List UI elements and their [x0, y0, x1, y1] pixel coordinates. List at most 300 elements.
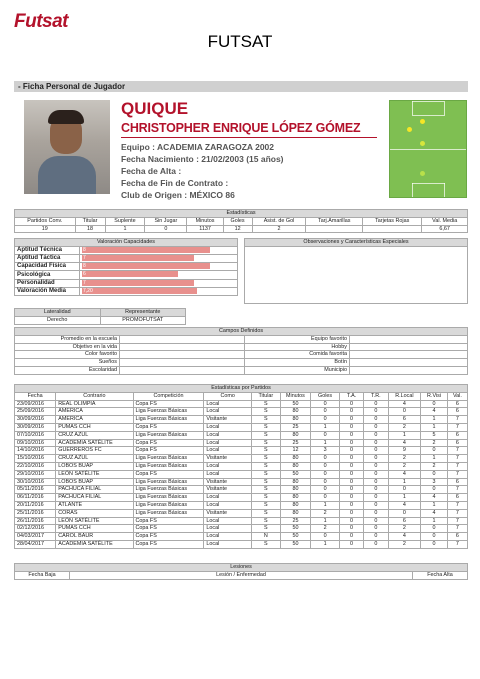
- campos-row: [15, 351, 468, 359]
- partido-cell: PUMAS CCH: [56, 525, 133, 533]
- stats-value-cell: 1: [105, 225, 145, 233]
- partido-cell: 7: [447, 540, 467, 548]
- partido-cell: 6: [447, 400, 467, 408]
- partido-cell: 80: [280, 478, 311, 486]
- partido-cell: Liga Fuerzas Básicas: [133, 462, 204, 470]
- partido-cell: 1: [421, 501, 447, 509]
- partido-cell: 6: [388, 416, 421, 424]
- table-row: [15, 525, 468, 533]
- table-row: [15, 533, 468, 541]
- page-title: FUTSAT: [207, 32, 273, 51]
- campo-value: [350, 351, 468, 359]
- partido-cell: 0: [421, 533, 447, 541]
- partido-cell: Local: [204, 501, 252, 509]
- partido-cell: 30/09/2016: [15, 423, 56, 431]
- partido-cell: PUMAS CCH: [56, 423, 133, 431]
- partido-cell: Liga Fuerzas Básicas: [133, 509, 204, 517]
- partido-cell: 0: [364, 509, 388, 517]
- partido-cell: 0: [339, 455, 363, 463]
- partidos-header-cell: Fecha: [15, 392, 56, 400]
- partido-cell: 0: [339, 423, 363, 431]
- stats-value-cell: [363, 225, 422, 233]
- partido-cell: 30/09/2016: [15, 416, 56, 424]
- partidos-header-cell: Titular: [252, 392, 281, 400]
- partido-cell: 7: [447, 462, 467, 470]
- partido-cell: 4: [388, 470, 421, 478]
- partido-cell: 0: [339, 416, 363, 424]
- player-full-name: CHRISTOPHER ENRIQUE LÓPEZ GÓMEZ: [121, 121, 361, 135]
- position-dot: [407, 127, 412, 132]
- campo-value: [350, 366, 468, 374]
- partido-cell: 6: [447, 431, 467, 439]
- partido-cell: 30/10/2016: [15, 478, 56, 486]
- partido-cell: 0: [364, 455, 388, 463]
- partido-cell: Copa FS: [133, 400, 204, 408]
- partido-cell: 0: [339, 517, 363, 525]
- partido-cell: 0: [339, 400, 363, 408]
- partido-cell: 09/10/2016: [15, 439, 56, 447]
- partido-cell: Copa FS: [133, 525, 204, 533]
- partido-cell: 1: [311, 517, 340, 525]
- partido-cell: 0: [364, 517, 388, 525]
- stats-value-cell: 2: [252, 225, 306, 233]
- lesiones-header: Fecha Alta: [413, 571, 468, 579]
- stats-value-cell: 12: [223, 225, 252, 233]
- partido-cell: 0: [339, 540, 363, 548]
- partido-cell: 7: [447, 525, 467, 533]
- partido-cell: 4: [388, 400, 421, 408]
- partidos-header-cell: Competición: [133, 392, 204, 400]
- table-row: [15, 509, 468, 517]
- partido-cell: Copa FS: [133, 540, 204, 548]
- partido-cell: S: [252, 494, 281, 502]
- partido-cell: 50: [280, 540, 311, 548]
- capacidad-bar: 6: [82, 271, 178, 277]
- partido-cell: S: [252, 517, 281, 525]
- table-row: [15, 462, 468, 470]
- stats-header-cell: Minutos: [187, 217, 223, 225]
- partido-cell: 1: [388, 494, 421, 502]
- stats-value-cell: 1137: [187, 225, 223, 233]
- partido-cell: 14/10/2016: [15, 447, 56, 455]
- partido-cell: 0: [311, 486, 340, 494]
- partido-cell: S: [252, 423, 281, 431]
- table-row: [15, 486, 468, 494]
- capacidad-bar-cell: [80, 287, 238, 295]
- partido-cell: Copa FS: [133, 439, 204, 447]
- partido-cell: 7: [447, 455, 467, 463]
- partido-cell: S: [252, 408, 281, 416]
- partido-cell: 02/12/2016: [15, 525, 56, 533]
- partido-cell: CRUZ AZUL: [56, 455, 133, 463]
- partido-cell: Copa FS: [133, 470, 204, 478]
- partido-cell: 0: [311, 478, 340, 486]
- capacidad-row: [15, 279, 238, 287]
- campo-label: Promedio en la escuela: [15, 335, 120, 343]
- partido-cell: 0: [339, 470, 363, 478]
- partido-cell: S: [252, 486, 281, 494]
- partido-cell: 2: [388, 423, 421, 431]
- partido-cell: Local: [204, 447, 252, 455]
- lesiones-title: Lesiones: [15, 564, 468, 572]
- partido-cell: Local: [204, 431, 252, 439]
- partido-cell: CRUZ AZUL: [56, 431, 133, 439]
- section-title: - Ficha Personal de Jugador: [14, 81, 468, 92]
- partido-cell: 9: [388, 447, 421, 455]
- partido-cell: 4: [388, 501, 421, 509]
- partido-cell: 2: [311, 525, 340, 533]
- partido-cell: PACHUCA FILIAL: [56, 486, 133, 494]
- partido-cell: AMERICA: [56, 408, 133, 416]
- partido-cell: 15/10/2016: [15, 455, 56, 463]
- partido-cell: 0: [364, 525, 388, 533]
- partido-cell: 0: [421, 400, 447, 408]
- stats-header-cell: Asist. de Gol: [252, 217, 306, 225]
- partido-cell: 25/09/2016: [15, 408, 56, 416]
- campo-label: Hobby: [245, 343, 350, 351]
- partido-cell: 2: [388, 525, 421, 533]
- partido-cell: 0: [364, 470, 388, 478]
- observaciones-title: Observaciones y Características Especiales: [245, 239, 467, 247]
- table-row: [15, 478, 468, 486]
- partido-cell: ATLANTE: [56, 501, 133, 509]
- table-row: [15, 517, 468, 525]
- partido-cell: 0: [311, 400, 340, 408]
- partido-cell: 29/10/2016: [15, 470, 56, 478]
- partido-cell: 0: [339, 478, 363, 486]
- partido-cell: Local: [204, 462, 252, 470]
- stats-header-cell: Goles: [223, 217, 252, 225]
- partido-cell: 6: [447, 478, 467, 486]
- partido-cell: 0: [364, 533, 388, 541]
- partidos-title: Estadísticas por Partidos: [15, 385, 468, 393]
- capacidad-bar: 8: [82, 263, 210, 269]
- partido-cell: 50: [280, 525, 311, 533]
- partido-cell: 0: [388, 486, 421, 494]
- partido-cell: 26/11/2016: [15, 517, 56, 525]
- stats-header-cell: Tarjetas Rojas: [363, 217, 422, 225]
- partido-cell: Liga Fuerzas Básicas: [133, 501, 204, 509]
- partido-cell: LEÓN SATÉLITE: [56, 470, 133, 478]
- partido-cell: 0: [311, 494, 340, 502]
- partido-cell: 7: [447, 517, 467, 525]
- partido-cell: 0: [311, 470, 340, 478]
- partido-cell: 0: [311, 416, 340, 424]
- lesiones-header: Lesión / Enfermedad: [70, 571, 413, 579]
- partido-cell: 1: [311, 540, 340, 548]
- partido-cell: Local: [204, 470, 252, 478]
- stats-header-cell: Tarj.Amarillas: [306, 217, 363, 225]
- partido-cell: 3: [421, 478, 447, 486]
- partidos-header-cell: Contrario: [56, 392, 133, 400]
- partido-cell: 1: [421, 455, 447, 463]
- partido-cell: Local: [204, 408, 252, 416]
- capacidad-bar-cell: [80, 263, 238, 271]
- partido-cell: Visitante: [204, 416, 252, 424]
- stats-header-row: [15, 217, 468, 225]
- partido-cell: 80: [280, 509, 311, 517]
- partido-cell: 0: [364, 431, 388, 439]
- stats-values-row: [15, 225, 468, 233]
- partido-cell: Copa FS: [133, 517, 204, 525]
- campo-value: [120, 335, 245, 343]
- campo-label: Botín: [245, 359, 350, 367]
- lateralidad-value: Derecho: [15, 316, 101, 324]
- partido-cell: 20/11/2016: [15, 501, 56, 509]
- capacidad-bar-cell: [80, 246, 238, 254]
- partido-cell: 80: [280, 416, 311, 424]
- partido-cell: 2: [388, 540, 421, 548]
- partido-cell: N: [252, 533, 281, 541]
- capacidad-label: Valoración Media: [15, 287, 80, 295]
- position-field-diagram: [389, 100, 467, 198]
- partido-cell: Visitante: [204, 478, 252, 486]
- partido-cell: 80: [280, 501, 311, 509]
- partido-cell: 6: [447, 408, 467, 416]
- capacidad-bar: 7: [82, 280, 194, 286]
- partido-cell: Local: [204, 517, 252, 525]
- table-row: [15, 540, 468, 548]
- partido-cell: Local: [204, 400, 252, 408]
- player-nick: QUIQUE: [121, 99, 189, 118]
- player-birth: Fecha Nacimiento : 21/02/2003 (15 años): [121, 154, 284, 164]
- partido-cell: 80: [280, 455, 311, 463]
- capacidad-row: [15, 287, 238, 295]
- partidos-header-cell: Goles: [311, 392, 340, 400]
- partido-cell: S: [252, 525, 281, 533]
- futsat-logo: Futsat: [14, 11, 68, 32]
- stats-header-cell: Partidos Conv.: [15, 217, 76, 225]
- campo-label: Objetivo en la vida: [15, 343, 120, 351]
- campo-value: [350, 335, 468, 343]
- partido-cell: S: [252, 462, 281, 470]
- partido-cell: Visitante: [204, 455, 252, 463]
- campos-table: [14, 327, 468, 375]
- name-underline: [121, 137, 377, 138]
- campos-row: [15, 343, 468, 351]
- position-dot: [420, 119, 425, 124]
- partido-cell: 2: [421, 462, 447, 470]
- stats-title: Estadísticas: [15, 210, 468, 218]
- partido-cell: 0: [364, 478, 388, 486]
- partido-cell: 1: [388, 478, 421, 486]
- stats-header-cell: Val. Media: [422, 217, 468, 225]
- partido-cell: S: [252, 439, 281, 447]
- capacidad-row: [15, 263, 238, 271]
- partido-cell: ACADEMIA SATÉLITE: [56, 540, 133, 548]
- partido-cell: Liga Fuerzas Básicas: [133, 486, 204, 494]
- partido-cell: 4: [421, 494, 447, 502]
- partido-cell: Visitante: [204, 509, 252, 517]
- partido-cell: Liga Fuerzas Básicas: [133, 408, 204, 416]
- partido-cell: 0: [339, 439, 363, 447]
- partido-cell: 2: [311, 509, 340, 517]
- position-dot: [420, 171, 425, 176]
- capacidad-bar-cell: [80, 271, 238, 279]
- table-row: [15, 423, 468, 431]
- partido-cell: 7: [447, 447, 467, 455]
- partido-cell: 0: [364, 486, 388, 494]
- partido-cell: 0: [364, 494, 388, 502]
- partido-cell: 0: [421, 525, 447, 533]
- partido-cell: ACADEMIA SATÉLITE: [56, 439, 133, 447]
- partido-cell: 7: [447, 416, 467, 424]
- partido-cell: 80: [280, 431, 311, 439]
- partido-cell: 2: [388, 455, 421, 463]
- partido-cell: 0: [339, 408, 363, 416]
- partido-cell: Liga Fuerzas Básicas: [133, 494, 204, 502]
- partido-cell: 1: [311, 439, 340, 447]
- partido-cell: 50: [280, 400, 311, 408]
- partidos-table: [14, 384, 468, 549]
- partido-cell: Local: [204, 423, 252, 431]
- partido-cell: Liga Fuerzas Básicas: [133, 478, 204, 486]
- partido-cell: 0: [421, 447, 447, 455]
- partido-cell: Copa FS: [133, 447, 204, 455]
- partido-cell: 6: [447, 494, 467, 502]
- table-row: [15, 408, 468, 416]
- lesiones-header: Fecha Baja: [15, 571, 70, 579]
- capacidad-bar: 7,20: [82, 288, 197, 294]
- partido-cell: 80: [280, 486, 311, 494]
- position-dot: [420, 141, 425, 146]
- partido-cell: 0: [388, 408, 421, 416]
- capacidad-row: [15, 271, 238, 279]
- lateralidad-table: [14, 308, 186, 325]
- player-fin-contrato: Fecha de Fin de Contrato :: [121, 178, 229, 188]
- partido-cell: 0: [311, 462, 340, 470]
- representante-value: PROMOFUTSAT: [100, 316, 186, 324]
- partido-cell: 04/03/2017: [15, 533, 56, 541]
- partido-cell: 0: [339, 431, 363, 439]
- stats-value-cell: 19: [15, 225, 76, 233]
- capacidad-bar-cell: [80, 255, 238, 263]
- stats-header-cell: Sin Jugar: [145, 217, 187, 225]
- partido-cell: 12: [280, 447, 311, 455]
- partido-cell: CORAS: [56, 509, 133, 517]
- partidos-header-cell: Minutos: [280, 392, 311, 400]
- table-row: [15, 400, 468, 408]
- partido-cell: S: [252, 509, 281, 517]
- partido-cell: 1: [421, 416, 447, 424]
- capacidad-bar: 8: [82, 247, 210, 253]
- campos-row: [15, 366, 468, 374]
- partido-cell: 1: [311, 501, 340, 509]
- partido-cell: 0: [364, 423, 388, 431]
- table-row: [15, 416, 468, 424]
- partido-cell: 4: [421, 509, 447, 517]
- table-row: [15, 439, 468, 447]
- partido-cell: 0: [339, 462, 363, 470]
- player-club-origen: Club de Origen : MÉXICO 86: [121, 190, 235, 200]
- campos-row: [15, 335, 468, 343]
- stats-value-cell: [306, 225, 363, 233]
- representante-label: Representante: [100, 309, 186, 317]
- partido-cell: S: [252, 470, 281, 478]
- partido-cell: 0: [339, 501, 363, 509]
- partido-cell: Liga Fuerzas Básicas: [133, 416, 204, 424]
- player-team: Equipo : ACADEMIA ZARAGOZA 2002: [121, 142, 275, 152]
- lateralidad-label: Lateralidad: [15, 309, 101, 317]
- partido-cell: 80: [280, 462, 311, 470]
- partido-cell: 50: [280, 533, 311, 541]
- partido-cell: S: [252, 455, 281, 463]
- partido-cell: Copa FS: [133, 423, 204, 431]
- stats-header-cell: Suplente: [105, 217, 145, 225]
- capacidad-label: Aptitud Técnica: [15, 246, 80, 254]
- capacidad-label: Capacidad Física: [15, 263, 80, 271]
- capacidad-label: Aptitud Táctica: [15, 255, 80, 263]
- campo-label: Comida favorita: [245, 351, 350, 359]
- partido-cell: 4: [388, 533, 421, 541]
- stats-value-cell: 6,67: [422, 225, 468, 233]
- partido-cell: 80: [280, 408, 311, 416]
- partido-cell: 0: [339, 533, 363, 541]
- partido-cell: S: [252, 447, 281, 455]
- partido-cell: 0: [311, 408, 340, 416]
- partido-cell: S: [252, 478, 281, 486]
- capacidades-title: Valoración Capacidades: [15, 239, 238, 247]
- capacidad-bar: 7: [82, 255, 194, 261]
- partido-cell: Visitante: [204, 486, 252, 494]
- partido-cell: 0: [364, 501, 388, 509]
- capacidad-bar-cell: [80, 279, 238, 287]
- partido-cell: 2: [421, 439, 447, 447]
- partido-cell: LEÓN SATÉLITE: [56, 517, 133, 525]
- partido-cell: LOBOS BUAP: [56, 462, 133, 470]
- partido-cell: REAL OLIMPIA: [56, 400, 133, 408]
- campo-label: Equipo favorito: [245, 335, 350, 343]
- partido-cell: AMERICA: [56, 416, 133, 424]
- partido-cell: 0: [311, 455, 340, 463]
- player-photo: [24, 100, 110, 194]
- partidos-header-cell: T.A.: [339, 392, 363, 400]
- partido-cell: 0: [339, 494, 363, 502]
- partido-cell: S: [252, 501, 281, 509]
- campo-value: [350, 343, 468, 351]
- partido-cell: 0: [388, 509, 421, 517]
- partido-cell: 0: [421, 470, 447, 478]
- partido-cell: S: [252, 400, 281, 408]
- partido-cell: 2: [388, 462, 421, 470]
- partido-cell: S: [252, 416, 281, 424]
- observaciones-box: [244, 238, 468, 304]
- partido-cell: 0: [364, 408, 388, 416]
- partido-cell: 0: [339, 525, 363, 533]
- partidos-header-cell: Como: [204, 392, 252, 400]
- partido-cell: Local: [204, 494, 252, 502]
- campos-title: Campos Definidos: [15, 328, 468, 336]
- stats-table: [14, 209, 468, 233]
- campo-label: Escolaridad: [15, 366, 120, 374]
- partido-cell: 28/04/2017: [15, 540, 56, 548]
- partido-cell: 07/10/2016: [15, 431, 56, 439]
- partido-cell: 0: [311, 431, 340, 439]
- partido-cell: S: [252, 431, 281, 439]
- partido-cell: 0: [364, 400, 388, 408]
- partido-cell: 25: [280, 517, 311, 525]
- partidos-header-row: [15, 392, 468, 400]
- partido-cell: 05/11/2016: [15, 486, 56, 494]
- partido-cell: 06/11/2016: [15, 494, 56, 502]
- stats-value-cell: 0: [145, 225, 187, 233]
- partido-cell: 5: [421, 431, 447, 439]
- partido-cell: 6: [447, 439, 467, 447]
- partido-cell: 0: [364, 462, 388, 470]
- partido-cell: 1: [421, 423, 447, 431]
- partido-cell: Copa FS: [133, 533, 204, 541]
- partido-cell: GUERREROS FC: [56, 447, 133, 455]
